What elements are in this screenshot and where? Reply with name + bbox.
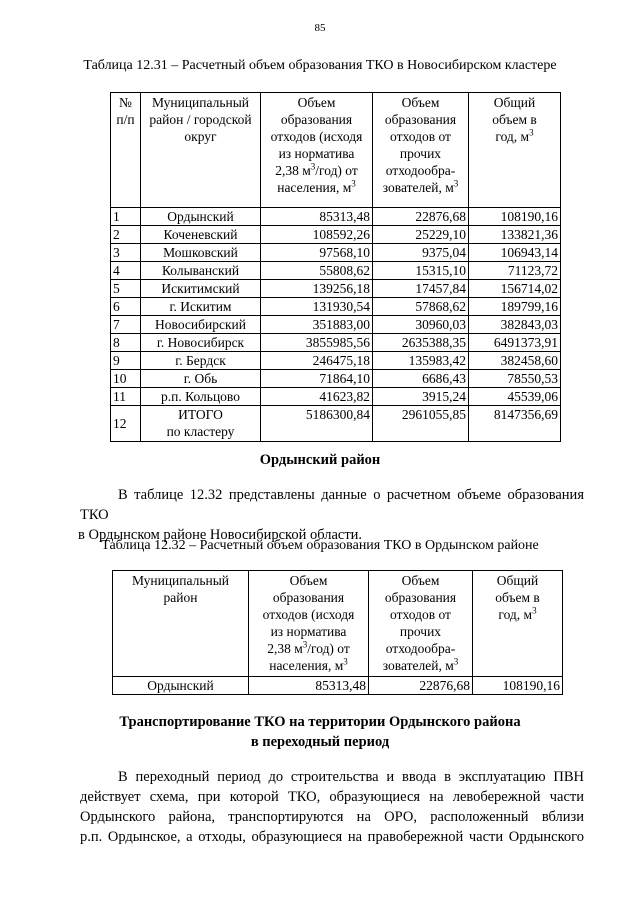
row-total: 71123,72 <box>469 262 561 280</box>
total-row-number: 12 <box>111 406 141 442</box>
table-row <box>111 226 561 244</box>
row-population: 351883,00 <box>261 316 373 334</box>
table-12-31 <box>110 92 561 442</box>
row-total: 189799,16 <box>469 298 561 316</box>
row-number: 7 <box>111 316 141 334</box>
row-other: 9375,04 <box>373 244 469 262</box>
table-row <box>111 316 561 334</box>
row-total: 382843,03 <box>469 316 561 334</box>
row-district: р.п. Кольцово <box>141 388 261 406</box>
table-header-row <box>111 93 561 208</box>
page-number: 85 <box>314 22 326 34</box>
table-row <box>113 677 563 695</box>
row-other: 22876,68 <box>373 208 469 226</box>
row-number: 9 <box>111 352 141 370</box>
table-row <box>111 334 561 352</box>
table-row <box>111 352 561 370</box>
row-other: 17457,84 <box>373 280 469 298</box>
row-other: 135983,42 <box>373 352 469 370</box>
row-total: 156714,02 <box>469 280 561 298</box>
row-other: 3915,24 <box>373 388 469 406</box>
total-row-total: 8147356,69 <box>469 406 561 442</box>
table-row <box>111 388 561 406</box>
row-district: Мошковский <box>141 244 261 262</box>
row-district: г. Искитим <box>141 298 261 316</box>
row-number: 4 <box>111 262 141 280</box>
row-district: Колыванский <box>141 262 261 280</box>
row-population: 97568,10 <box>261 244 373 262</box>
row-number: 3 <box>111 244 141 262</box>
row-district: г. Бердск <box>141 352 261 370</box>
row-population: 85313,48 <box>249 677 369 695</box>
row-other: 22876,68 <box>369 677 473 695</box>
total-row-population: 5186300,84 <box>261 406 373 442</box>
row-number: 1 <box>111 208 141 226</box>
header-district: Муниципальный район / городской округ <box>141 93 261 208</box>
table-12-32 <box>112 570 563 695</box>
row-total: 6491373,91 <box>469 334 561 352</box>
table-row <box>111 280 561 298</box>
row-other: 2635388,35 <box>373 334 469 352</box>
row-population: 108592,26 <box>261 226 373 244</box>
total-row-other: 2961055,85 <box>373 406 469 442</box>
row-total: 78550,53 <box>469 370 561 388</box>
header-total-volume: Общий объем в год, $м^3$ <box>473 571 563 677</box>
row-district: Коченевский <box>141 226 261 244</box>
row-other: 6686,43 <box>373 370 469 388</box>
header-total-volume: Общий объем в год, $м^3$ <box>469 93 561 208</box>
row-district: г. Новосибирск <box>141 334 261 352</box>
row-population: 41623,82 <box>261 388 373 406</box>
row-number: 6 <box>111 298 141 316</box>
row-district: г. Обь <box>141 370 261 388</box>
section-heading-transport: Транспортирование ТКО на территории Ордынского района в переходный период <box>119 714 521 750</box>
final-paragraph: В переходный период до строительства и ввода в эксплуатацию ПВН действует схема, при которой ТКО, образующиеся на левобережной части Ордынского района, транспортируются на ОРО, расположенный вблизи р.п. Ордынское, а отходы, образующиеся на правобережной части Ордынского <box>80 769 584 845</box>
table-12-32-caption: Таблица 12.32 – Расчетный объем образования ТКО в Ордынском районе <box>101 538 539 553</box>
table-row <box>111 208 561 226</box>
intro-paragraph: В таблице 12.32 представлены данные о расчетном объеме образования ТКО в Ордынском районе Новосибирской области. <box>78 487 584 543</box>
row-district: Искитимский <box>141 280 261 298</box>
table-row <box>111 370 561 388</box>
row-population: 85313,48 <box>261 208 373 226</box>
header-district: Муниципальный район <box>113 571 249 677</box>
row-total: 108190,16 <box>473 677 563 695</box>
row-other: 25229,10 <box>373 226 469 244</box>
table-12-31-caption: Таблица 12.31 – Расчетный объем образования ТКО в Новосибирском кластере <box>83 58 557 73</box>
row-number: 2 <box>111 226 141 244</box>
row-number: 11 <box>111 388 141 406</box>
row-district: Ордынский <box>141 208 261 226</box>
row-total: 382458,60 <box>469 352 561 370</box>
header-other-volume: Объем образования отходов от прочих отходообра- зователей, $м^3$ <box>369 571 473 677</box>
header-other-volume: Объем образования отходов от прочих отходообра- зователей, $м^3$ <box>373 93 469 208</box>
section-heading-ordynsky: Ордынский район <box>259 452 381 468</box>
row-population: 55808,62 <box>261 262 373 280</box>
table-row <box>111 244 561 262</box>
row-population: 131930,54 <box>261 298 373 316</box>
row-number: 5 <box>111 280 141 298</box>
row-total: 133821,36 <box>469 226 561 244</box>
row-total: 106943,14 <box>469 244 561 262</box>
total-row-label: ИТОГО по кластеру <box>141 406 261 442</box>
row-population: 246475,18 <box>261 352 373 370</box>
row-total: 108190,16 <box>469 208 561 226</box>
row-other: 15315,10 <box>373 262 469 280</box>
table-total-row <box>111 406 561 442</box>
row-district: Ордынский <box>113 677 249 695</box>
row-total: 45539,06 <box>469 388 561 406</box>
row-number: 10 <box>111 370 141 388</box>
table-header-row <box>113 571 563 677</box>
table-row <box>111 298 561 316</box>
row-population: 71864,10 <box>261 370 373 388</box>
header-number: № п/п <box>111 93 141 208</box>
header-population-volume: Объем образования отходов (исходя из норматива 2,38 $м^3/год$) от населения, $м^3$ <box>261 93 373 208</box>
header-population-volume: Объем образования отходов (исходя из норматива 2,38 $м^3/год$) от населения, $м^3$ <box>249 571 369 677</box>
row-population: 3855985,56 <box>261 334 373 352</box>
row-number: 8 <box>111 334 141 352</box>
row-district: Новосибирский <box>141 316 261 334</box>
row-other: 57868,62 <box>373 298 469 316</box>
row-other: 30960,03 <box>373 316 469 334</box>
row-population: 139256,18 <box>261 280 373 298</box>
table-row <box>111 262 561 280</box>
